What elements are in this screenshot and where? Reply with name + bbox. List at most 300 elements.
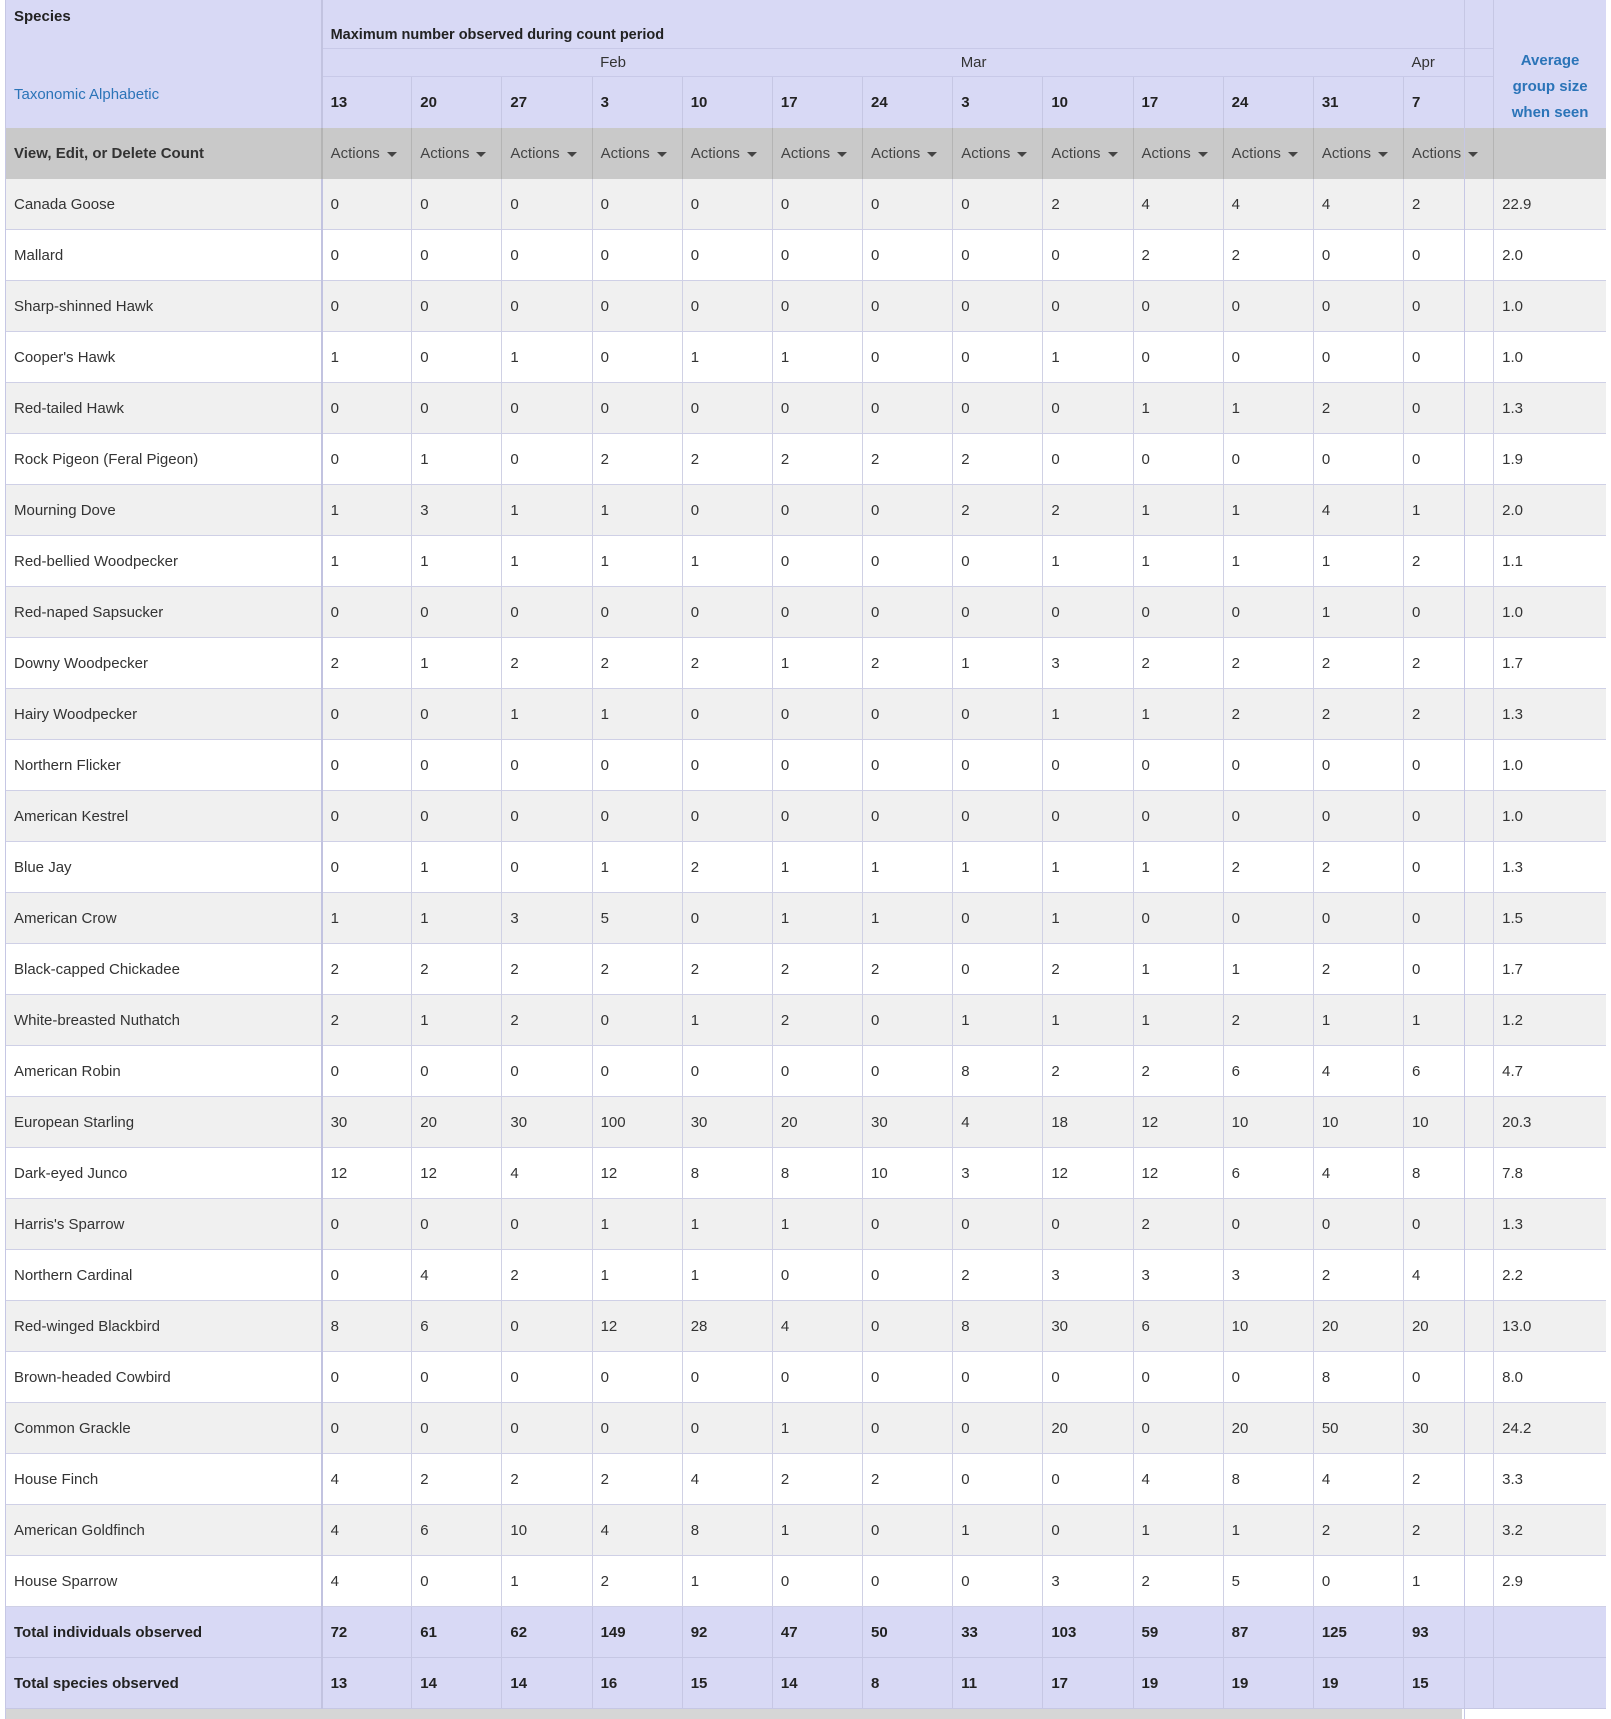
day-header: 17: [1133, 77, 1223, 129]
count-cell: 0: [953, 383, 1043, 434]
count-cell: 12: [1133, 1148, 1223, 1199]
count-cell: 1: [953, 1505, 1043, 1556]
count-cell: 2: [772, 434, 862, 485]
table-row: [6, 944, 1606, 995]
count-cell: 0: [953, 179, 1043, 230]
caret-down-icon: [567, 152, 577, 157]
count-cell: 0: [682, 281, 772, 332]
actions-button-label: Actions: [1321, 145, 1372, 162]
count-cell: 0: [953, 1454, 1043, 1505]
count-cell: 0: [1133, 332, 1223, 383]
count-cell: 2: [1403, 179, 1493, 230]
count-cell: 30: [1043, 1301, 1133, 1352]
count-cell: 1: [592, 536, 682, 587]
species-name: Mourning Dove: [6, 485, 322, 536]
count-cell: 1: [772, 842, 862, 893]
count-cell: 0: [1403, 230, 1493, 281]
header-spacer: [322, 0, 1494, 22]
count-cell: 0: [1043, 230, 1133, 281]
count-cell: 0: [1223, 587, 1313, 638]
actions-dropdown-button[interactable]: [781, 145, 847, 162]
count-cell: 0: [1313, 281, 1403, 332]
actions-dropdown-button[interactable]: [510, 145, 576, 162]
total-cell: 15: [1403, 1658, 1493, 1709]
count-cell: 0: [863, 1250, 953, 1301]
count-cell: 1: [1133, 689, 1223, 740]
month-spacer: [322, 49, 592, 77]
caret-down-icon: [1017, 152, 1027, 157]
total-cell: 149: [592, 1607, 682, 1658]
total-cell: 8: [863, 1658, 953, 1709]
actions-dropdown-button[interactable]: [961, 145, 1027, 162]
table-row: [6, 842, 1606, 893]
actions-dropdown-button[interactable]: [1322, 145, 1388, 162]
count-cell: 0: [863, 230, 953, 281]
count-cell: 0: [412, 1352, 502, 1403]
count-cell: 2: [502, 1454, 592, 1505]
count-cell: 1: [1133, 383, 1223, 434]
species-name: Rock Pigeon (Feral Pigeon): [6, 434, 322, 485]
count-cell: 1: [1133, 536, 1223, 587]
count-cell: 2: [1223, 689, 1313, 740]
caret-down-icon: [1468, 152, 1478, 157]
caret-down-icon: [657, 152, 667, 157]
count-cell: 0: [772, 740, 862, 791]
actions-button-label: Actions: [961, 145, 1011, 162]
table-row: [6, 1301, 1606, 1352]
count-cell: 0: [592, 281, 682, 332]
count-cell: 0: [682, 791, 772, 842]
count-cell: 30: [682, 1097, 772, 1148]
average-cell: 2.9: [1494, 1556, 1606, 1607]
count-cell: 0: [592, 587, 682, 638]
table-row: [6, 587, 1606, 638]
count-cell: 100: [592, 1097, 682, 1148]
caret-down-icon: [387, 152, 397, 157]
count-cell: 4: [1403, 1250, 1493, 1301]
table-row: [6, 1097, 1606, 1148]
count-cell: 12: [592, 1301, 682, 1352]
count-cell: 0: [953, 740, 1043, 791]
count-cell: 8: [1403, 1148, 1493, 1199]
count-cell: 0: [502, 1046, 592, 1097]
table-row: [6, 485, 1606, 536]
count-cell: 0: [1223, 434, 1313, 485]
total-cell: 19: [1133, 1658, 1223, 1709]
total-cell: 13: [322, 1658, 412, 1709]
table-row: [6, 1148, 1606, 1199]
average-cell: 1.0: [1494, 332, 1606, 383]
count-cell: 4: [1313, 1046, 1403, 1097]
count-cell: 0: [1043, 281, 1133, 332]
count-cell: 0: [1313, 1556, 1403, 1607]
count-cell: 0: [1043, 587, 1133, 638]
count-cell: 0: [953, 230, 1043, 281]
count-cell: 0: [322, 791, 412, 842]
species-name: American Crow: [6, 893, 322, 944]
table-row: [6, 1556, 1606, 1607]
count-cell: 1: [502, 689, 592, 740]
count-cell: 0: [412, 1403, 502, 1454]
count-cell: 0: [1133, 587, 1223, 638]
actions-button-label: Actions: [690, 145, 740, 162]
count-cell: 0: [502, 1199, 592, 1250]
count-cell: 4: [412, 1250, 502, 1301]
total-cell: 14: [412, 1658, 502, 1709]
count-cell: 2: [863, 434, 953, 485]
actions-dropdown-button[interactable]: [1412, 145, 1478, 162]
count-cell: 0: [1133, 1403, 1223, 1454]
total-cell: 47: [772, 1607, 862, 1658]
count-cell: 0: [1403, 332, 1493, 383]
total-cell: 59: [1133, 1607, 1223, 1658]
average-cell: 8.0: [1494, 1352, 1606, 1403]
count-cell: 0: [953, 332, 1043, 383]
count-cell: 1: [592, 842, 682, 893]
count-cell: 0: [953, 1556, 1043, 1607]
count-cell: 12: [1043, 1148, 1133, 1199]
total-cell: 92: [682, 1607, 772, 1658]
count-cell: 0: [322, 1046, 412, 1097]
species-name: Cooper's Hawk: [6, 332, 322, 383]
average-cell: 1.3: [1494, 689, 1606, 740]
count-cell: 0: [1043, 1199, 1133, 1250]
count-cell: 10: [1403, 1097, 1493, 1148]
count-cell: 0: [863, 332, 953, 383]
actions-dropdown-button[interactable]: [1142, 145, 1208, 162]
count-cell: 0: [592, 1352, 682, 1403]
count-cell: 0: [682, 485, 772, 536]
count-cell: 8: [682, 1505, 772, 1556]
count-cell: 1: [502, 1556, 592, 1607]
count-cell: 1: [1043, 893, 1133, 944]
species-name: Canada Goose: [6, 179, 322, 230]
count-cell: 28: [682, 1301, 772, 1352]
count-cell: 1: [1133, 995, 1223, 1046]
count-cell: 8: [1313, 1352, 1403, 1403]
count-cell: 0: [953, 281, 1043, 332]
count-cell: 1: [772, 893, 862, 944]
day-header: 7: [1403, 77, 1493, 129]
count-cell: 0: [1403, 791, 1493, 842]
count-cell: 2: [863, 1454, 953, 1505]
count-cell: 0: [1223, 281, 1313, 332]
count-cell: 0: [863, 791, 953, 842]
count-cell: 1: [682, 995, 772, 1046]
count-cell: 2: [1313, 689, 1403, 740]
actions-dropdown-button[interactable]: [601, 145, 667, 162]
count-cell: 20: [1223, 1403, 1313, 1454]
table-row: [6, 230, 1606, 281]
actions-button-label: Actions: [1051, 145, 1101, 162]
average-cell: 4.7: [1494, 1046, 1606, 1097]
caret-down-icon: [747, 152, 757, 157]
count-cell: 2: [863, 638, 953, 689]
count-cell: 12: [412, 1148, 502, 1199]
actions-dropdown-button[interactable]: [1232, 145, 1298, 162]
count-cell: 0: [772, 1046, 862, 1097]
count-cell: 0: [772, 383, 862, 434]
average-cell: 1.2: [1494, 995, 1606, 1046]
count-cell: 2: [322, 995, 412, 1046]
actions-cell: [1223, 128, 1313, 179]
count-cell: 0: [322, 1250, 412, 1301]
total-cell: 14: [772, 1658, 862, 1709]
count-cell: 1: [1223, 383, 1313, 434]
count-cell: 0: [1223, 1352, 1313, 1403]
count-cell: 0: [863, 1556, 953, 1607]
count-cell: 0: [502, 587, 592, 638]
average-cell: 1.3: [1494, 383, 1606, 434]
count-cell: 0: [772, 1352, 862, 1403]
count-cell: 1: [1223, 944, 1313, 995]
count-cell: 0: [1133, 740, 1223, 791]
count-cell: 0: [412, 740, 502, 791]
count-cell: 1: [1223, 536, 1313, 587]
count-cell: 1: [592, 1199, 682, 1250]
count-cell: 0: [863, 179, 953, 230]
table-row: [6, 995, 1606, 1046]
count-cell: 1: [1043, 995, 1133, 1046]
average-cell: 3.2: [1494, 1505, 1606, 1556]
count-cell: 0: [412, 1046, 502, 1097]
count-cell: 2: [502, 1250, 592, 1301]
species-name: Dark-eyed Junco: [6, 1148, 322, 1199]
table-row: [6, 638, 1606, 689]
count-cell: 0: [322, 689, 412, 740]
species-name: European Starling: [6, 1097, 322, 1148]
count-cell: 2: [1313, 638, 1403, 689]
actions-dropdown-button[interactable]: [420, 145, 486, 162]
species-name: Red-winged Blackbird: [6, 1301, 322, 1352]
count-cell: 1: [682, 536, 772, 587]
count-cell: 2: [412, 1454, 502, 1505]
count-cell: 0: [502, 230, 592, 281]
count-cell: 1: [953, 842, 1043, 893]
count-cell: 4: [772, 1301, 862, 1352]
count-cell: 4: [953, 1097, 1043, 1148]
totals-label: Total species observed: [6, 1658, 322, 1709]
count-cell: 0: [863, 1505, 953, 1556]
average-cell: 1.7: [1494, 638, 1606, 689]
taxonomic-alphabetic-link[interactable]: Taxonomic Alphabetic: [14, 86, 160, 103]
average-cell: 20.3: [1494, 1097, 1606, 1148]
count-cell: 0: [322, 1403, 412, 1454]
count-cell: 1: [322, 485, 412, 536]
species-name: American Goldfinch: [6, 1505, 322, 1556]
count-cell: 2: [1043, 944, 1133, 995]
count-cell: 2: [772, 995, 862, 1046]
count-cell: 0: [953, 587, 1043, 638]
count-cell: 1: [502, 485, 592, 536]
average-label-line-3: when seen: [1511, 104, 1589, 121]
count-cell: 0: [412, 281, 502, 332]
count-cell: 2: [953, 1250, 1043, 1301]
count-cell: 12: [1133, 1097, 1223, 1148]
total-cell: 14: [502, 1658, 592, 1709]
table-row: [6, 1505, 1606, 1556]
count-cell: 2: [1223, 995, 1313, 1046]
count-cell: 4: [592, 1505, 682, 1556]
table-row: [6, 179, 1606, 230]
count-cell: 6: [1403, 1046, 1493, 1097]
count-cell: 0: [592, 791, 682, 842]
count-cell: 2: [502, 995, 592, 1046]
count-cell: 3: [1223, 1250, 1313, 1301]
count-cell: 0: [412, 1199, 502, 1250]
table-row: [6, 281, 1606, 332]
count-cell: 1: [1223, 1505, 1313, 1556]
actions-dropdown-button[interactable]: [331, 145, 397, 162]
count-cell: 0: [682, 893, 772, 944]
actions-dropdown-button[interactable]: [871, 145, 937, 162]
actions-dropdown-button[interactable]: [691, 145, 757, 162]
count-cell: 0: [682, 179, 772, 230]
count-cell: 4: [322, 1454, 412, 1505]
count-cell: 2: [1403, 536, 1493, 587]
totals-row: [6, 1607, 1606, 1658]
species-name: Harris's Sparrow: [6, 1199, 322, 1250]
count-cell: 0: [502, 179, 592, 230]
actions-row-label: View, Edit, or Delete Count: [6, 128, 322, 179]
count-cell: 0: [772, 230, 862, 281]
count-cell: 0: [953, 893, 1043, 944]
average-label-line-1: Average: [1520, 52, 1580, 69]
period-title: Maximum number observed during count period: [322, 22, 1494, 49]
count-cell: 2: [953, 485, 1043, 536]
average-cell: 22.9: [1494, 179, 1606, 230]
total-cell: 50: [863, 1607, 953, 1658]
count-cell: 6: [1223, 1046, 1313, 1097]
count-cell: 0: [502, 434, 592, 485]
species-name: Hairy Woodpecker: [6, 689, 322, 740]
month-label: Mar: [953, 49, 1404, 77]
count-cell: 0: [1133, 791, 1223, 842]
table-row: [6, 1250, 1606, 1301]
average-cell: 1.7: [1494, 944, 1606, 995]
count-cell: 2: [1403, 689, 1493, 740]
total-avg-cell: [1494, 1607, 1606, 1658]
caret-down-icon: [1198, 152, 1208, 157]
count-cell: 0: [1403, 944, 1493, 995]
count-cell: 2: [1043, 1046, 1133, 1097]
count-cell: 0: [863, 536, 953, 587]
count-cell: 0: [1043, 434, 1133, 485]
count-cell: 1: [772, 1403, 862, 1454]
count-cell: 1: [682, 1199, 772, 1250]
total-cell: 11: [953, 1658, 1043, 1709]
table-footer-bar: [6, 1709, 1462, 1719]
count-cell: 0: [772, 281, 862, 332]
count-cell: 2: [502, 944, 592, 995]
actions-cell: [863, 128, 953, 179]
species-name: House Sparrow: [6, 1556, 322, 1607]
count-cell: 1: [1403, 995, 1493, 1046]
actions-cell: [412, 128, 502, 179]
count-cell: 2: [953, 434, 1043, 485]
table-row: [6, 689, 1606, 740]
count-cell: 8: [953, 1046, 1043, 1097]
count-cell: 1: [412, 638, 502, 689]
actions-button-label: Actions: [600, 145, 650, 162]
average-cell: 24.2: [1494, 1403, 1606, 1454]
total-cell: 125: [1313, 1607, 1403, 1658]
count-cell: 0: [412, 230, 502, 281]
count-cell: 0: [863, 1301, 953, 1352]
count-cell: 10: [1313, 1097, 1403, 1148]
actions-cell: [1043, 128, 1133, 179]
average-group-size-header[interactable]: [1494, 0, 1606, 128]
count-cell: 0: [322, 842, 412, 893]
day-header: 10: [1043, 77, 1133, 129]
species-header-cell: [6, 0, 322, 128]
count-cell: 1: [772, 1199, 862, 1250]
count-cell: 0: [1043, 1454, 1133, 1505]
count-cell: 0: [1043, 383, 1133, 434]
count-cell: 6: [1223, 1148, 1313, 1199]
count-cell: 0: [682, 1046, 772, 1097]
count-cell: 2: [1133, 1046, 1223, 1097]
count-cell: 0: [592, 383, 682, 434]
count-cell: 10: [502, 1505, 592, 1556]
average-cell: 13.0: [1494, 1301, 1606, 1352]
count-cell: 0: [592, 995, 682, 1046]
day-header: 20: [412, 77, 502, 129]
count-cell: 1: [412, 842, 502, 893]
count-cell: 0: [1403, 740, 1493, 791]
count-cell: 0: [772, 791, 862, 842]
count-cell: 1: [322, 893, 412, 944]
count-cell: 0: [1313, 1199, 1403, 1250]
average-cell: 1.5: [1494, 893, 1606, 944]
actions-cell: [322, 128, 412, 179]
average-cell: 1.1: [1494, 536, 1606, 587]
actions-dropdown-button[interactable]: [1051, 145, 1117, 162]
count-cell: 4: [1133, 179, 1223, 230]
day-header: 24: [863, 77, 953, 129]
count-cell: 8: [953, 1301, 1043, 1352]
count-cell: 12: [592, 1148, 682, 1199]
table-row: [6, 893, 1606, 944]
count-cell: 2: [1223, 842, 1313, 893]
count-cell: 3: [1133, 1250, 1223, 1301]
count-cell: 2: [1043, 485, 1133, 536]
count-cell: 1: [412, 434, 502, 485]
species-name: Mallard: [6, 230, 322, 281]
count-cell: 0: [1133, 434, 1223, 485]
count-cell: 0: [412, 587, 502, 638]
count-cell: 0: [1223, 791, 1313, 842]
count-cell: 8: [1223, 1454, 1313, 1505]
count-cell: 0: [592, 1403, 682, 1454]
count-cell: 4: [682, 1454, 772, 1505]
species-name: American Kestrel: [6, 791, 322, 842]
count-cell: 0: [1313, 893, 1403, 944]
average-cell: 2.0: [1494, 230, 1606, 281]
count-cell: 1: [1313, 536, 1403, 587]
count-cell: 20: [772, 1097, 862, 1148]
day-header: 27: [502, 77, 592, 129]
count-cell: 0: [682, 383, 772, 434]
count-cell: 1: [592, 689, 682, 740]
count-cell: 0: [863, 740, 953, 791]
count-cell: 6: [412, 1505, 502, 1556]
count-cell: 2: [863, 944, 953, 995]
count-cell: 4: [1313, 179, 1403, 230]
count-cell: 2: [1313, 944, 1403, 995]
table-row: [6, 791, 1606, 842]
average-cell: 3.3: [1494, 1454, 1606, 1505]
